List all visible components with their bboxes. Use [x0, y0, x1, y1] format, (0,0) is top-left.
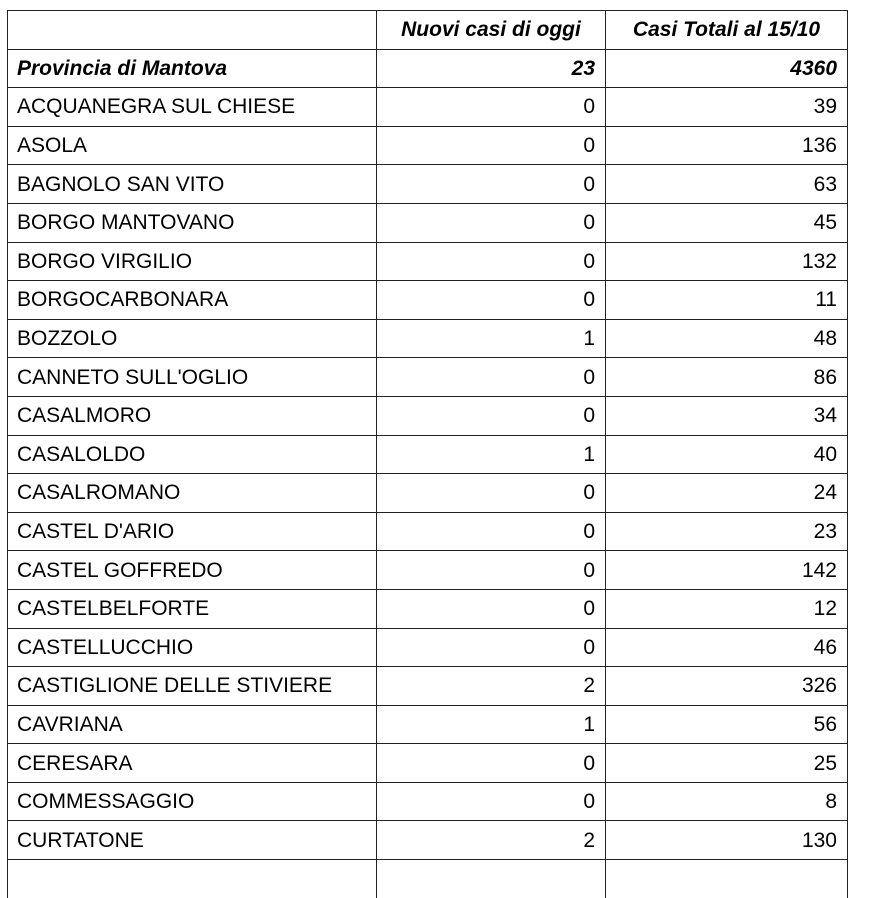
new-cases-value: 2	[377, 667, 606, 706]
province-total-cases: 4360	[606, 49, 848, 88]
total-cases-value: 39	[606, 88, 848, 127]
municipality-name: BORGO VIRGILIO	[8, 242, 377, 281]
total-cases-value: 48	[606, 319, 848, 358]
new-cases-value: 0	[377, 782, 606, 821]
table-row-cutoff	[8, 860, 848, 898]
municipality-name: BOZZOLO	[8, 319, 377, 358]
new-cases-value: 0	[377, 165, 606, 204]
table-row	[8, 435, 848, 474]
table-row	[8, 165, 848, 204]
table-row	[8, 203, 848, 242]
new-cases-value: 0	[377, 474, 606, 513]
total-cases-value: 11	[606, 281, 848, 320]
province-row	[8, 49, 848, 88]
table-row	[8, 589, 848, 628]
new-cases-value: 0	[377, 126, 606, 165]
table-row	[8, 667, 848, 706]
total-cases-value: 12	[606, 589, 848, 628]
header-row	[8, 11, 848, 50]
table-row	[8, 88, 848, 127]
province-name: Provincia di Mantova	[8, 49, 377, 88]
table-row	[8, 744, 848, 783]
table-row	[8, 126, 848, 165]
municipality-name: CERESARA	[8, 744, 377, 783]
total-cases-value: 56	[606, 705, 848, 744]
municipality-name: BAGNOLO SAN VITO	[8, 165, 377, 204]
table-row	[8, 396, 848, 435]
table-row	[8, 281, 848, 320]
total-cases-value: 132	[606, 242, 848, 281]
table-row	[8, 821, 848, 860]
municipality-name: CASTELBELFORTE	[8, 589, 377, 628]
total-cases-value: 8	[606, 782, 848, 821]
municipality-name: BORGO MANTOVANO	[8, 203, 377, 242]
total-cases-value: 63	[606, 165, 848, 204]
table-row	[8, 242, 848, 281]
municipality-name: ACQUANEGRA SUL CHIESE	[8, 88, 377, 127]
new-cases-value: 0	[377, 628, 606, 667]
new-cases-value: 1	[377, 435, 606, 474]
table-row	[8, 358, 848, 397]
municipality-name: BORGOCARBONARA	[8, 281, 377, 320]
table-row	[8, 319, 848, 358]
municipality-name: CAVRIANA	[8, 705, 377, 744]
table-row	[8, 705, 848, 744]
total-cases-value: 326	[606, 667, 848, 706]
province-new-cases: 23	[377, 49, 606, 88]
empty-cell	[8, 860, 377, 898]
empty-cell	[606, 860, 848, 898]
municipality-name: CASTEL GOFFREDO	[8, 551, 377, 590]
new-cases-value: 0	[377, 512, 606, 551]
total-cases-value: 34	[606, 396, 848, 435]
total-cases-value: 130	[606, 821, 848, 860]
municipality-name: CASTIGLIONE DELLE STIVIERE	[8, 667, 377, 706]
municipality-name: CASALMORO	[8, 396, 377, 435]
new-cases-value: 0	[377, 589, 606, 628]
table-row	[8, 474, 848, 513]
total-cases-value: 23	[606, 512, 848, 551]
new-cases-value: 1	[377, 319, 606, 358]
new-cases-value: 0	[377, 203, 606, 242]
municipality-name: COMMESSAGGIO	[8, 782, 377, 821]
total-cases-value: 46	[606, 628, 848, 667]
table-row	[8, 551, 848, 590]
total-cases-value: 25	[606, 744, 848, 783]
total-cases-value: 142	[606, 551, 848, 590]
new-cases-value: 0	[377, 551, 606, 590]
municipality-name: CASTEL D'ARIO	[8, 512, 377, 551]
header-total-cases: Casi Totali al 15/10	[606, 11, 848, 50]
empty-cell	[377, 860, 606, 898]
spreadsheet-table-container	[7, 10, 847, 898]
new-cases-value: 0	[377, 396, 606, 435]
new-cases-value: 1	[377, 705, 606, 744]
total-cases-value: 45	[606, 203, 848, 242]
total-cases-value: 24	[606, 474, 848, 513]
new-cases-value: 2	[377, 821, 606, 860]
new-cases-value: 0	[377, 358, 606, 397]
header-new-cases: Nuovi casi di oggi	[377, 11, 606, 50]
table-row	[8, 782, 848, 821]
municipality-name: CASTELLUCCHIO	[8, 628, 377, 667]
municipality-name: CURTATONE	[8, 821, 377, 860]
municipality-name: CASALROMANO	[8, 474, 377, 513]
new-cases-value: 0	[377, 281, 606, 320]
total-cases-value: 136	[606, 126, 848, 165]
total-cases-value: 86	[606, 358, 848, 397]
new-cases-value: 0	[377, 242, 606, 281]
table-row	[8, 628, 848, 667]
municipality-name: CANNETO SULL'OGLIO	[8, 358, 377, 397]
municipality-name: ASOLA	[8, 126, 377, 165]
cases-table	[7, 10, 848, 898]
new-cases-value: 0	[377, 744, 606, 783]
total-cases-value: 40	[606, 435, 848, 474]
new-cases-value: 0	[377, 88, 606, 127]
table-row	[8, 512, 848, 551]
header-municipality	[8, 11, 377, 50]
municipality-name: CASALOLDO	[8, 435, 377, 474]
